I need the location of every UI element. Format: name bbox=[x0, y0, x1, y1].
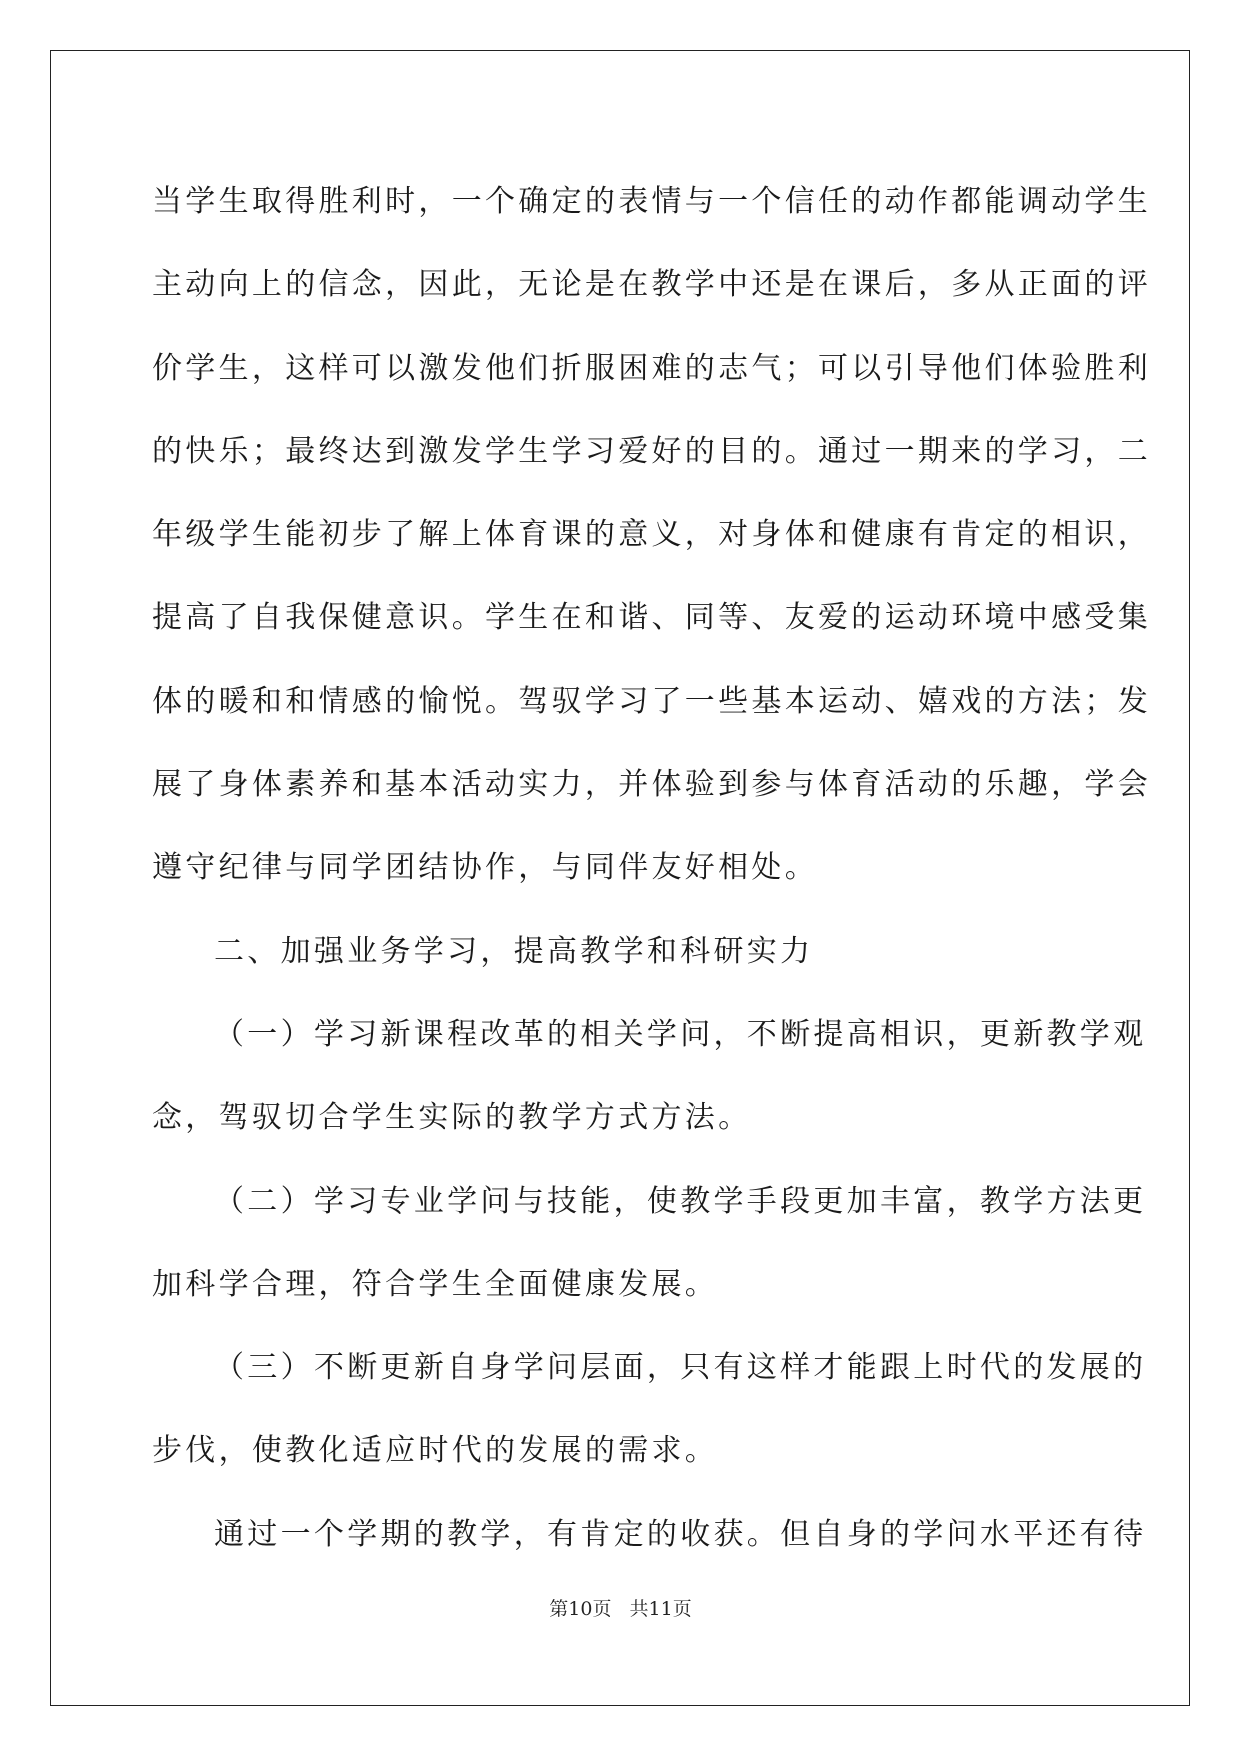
paragraph-line: 当学生取得胜利时，一个确定的表情与一个信任的动作都能调动学生 bbox=[152, 184, 1151, 219]
paragraph-line: 的快乐；最终达到激发学生学习爱好的目的。通过一期来的学习，二 bbox=[152, 433, 1151, 469]
paragraph-line: 展了身体素养和基本活动实力，并体验到参与体育活动的乐趣，学会 bbox=[152, 767, 1151, 803]
paragraph-line: （三）不断更新自身学问层面，只有这样才能跟上时代的发展的 bbox=[214, 1350, 1147, 1386]
paragraph-line: 年级学生能初步了解上体育课的意义，对身体和健康有肯定的相识， bbox=[152, 517, 1151, 553]
document-body bbox=[152, 160, 1151, 1576]
page-number: 第10页 bbox=[549, 1598, 612, 1620]
section-heading: 二、加强业务学习，提高教学和科研实力 bbox=[214, 933, 814, 969]
paragraph-line: 念，驾驭切合学生实际的教学方式方法。 bbox=[152, 1100, 752, 1136]
page-footer bbox=[0, 1594, 1241, 1621]
paragraph-line: 价学生，这样可以激发他们折服困难的志气；可以引导他们体验胜利 bbox=[152, 350, 1151, 386]
paragraph-line: 加科学合理，符合学生全面健康发展。 bbox=[152, 1266, 719, 1302]
paragraph-line: （一）学习新课程改革的相关学问，不断提高相识，更新教学观 bbox=[214, 1016, 1147, 1052]
paragraph-line: 主动向上的信念，因此，无论是在教学中还是在课后，多从正面的评 bbox=[152, 267, 1151, 303]
paragraph-line: 通过一个学期的教学，有肯定的收获。但自身的学问水平还有待 bbox=[214, 1516, 1147, 1552]
paragraph-line: 提高了自我保健意识。学生在和谐、同等、友爱的运动环境中感受集 bbox=[152, 600, 1151, 636]
paragraph-line: （二）学习专业学问与技能，使教学手段更加丰富，教学方法更 bbox=[214, 1183, 1147, 1219]
paragraph-line: 步伐，使教化适应时代的发展的需求。 bbox=[152, 1433, 719, 1469]
page-total: 共11页 bbox=[629, 1598, 692, 1620]
paragraph-line: 体的暖和和情感的愉悦。驾驭学习了一些基本运动、嬉戏的方法；发 bbox=[152, 683, 1151, 719]
paragraph-line: 遵守纪律与同学团结协作，与同伴友好相处。 bbox=[152, 850, 818, 886]
